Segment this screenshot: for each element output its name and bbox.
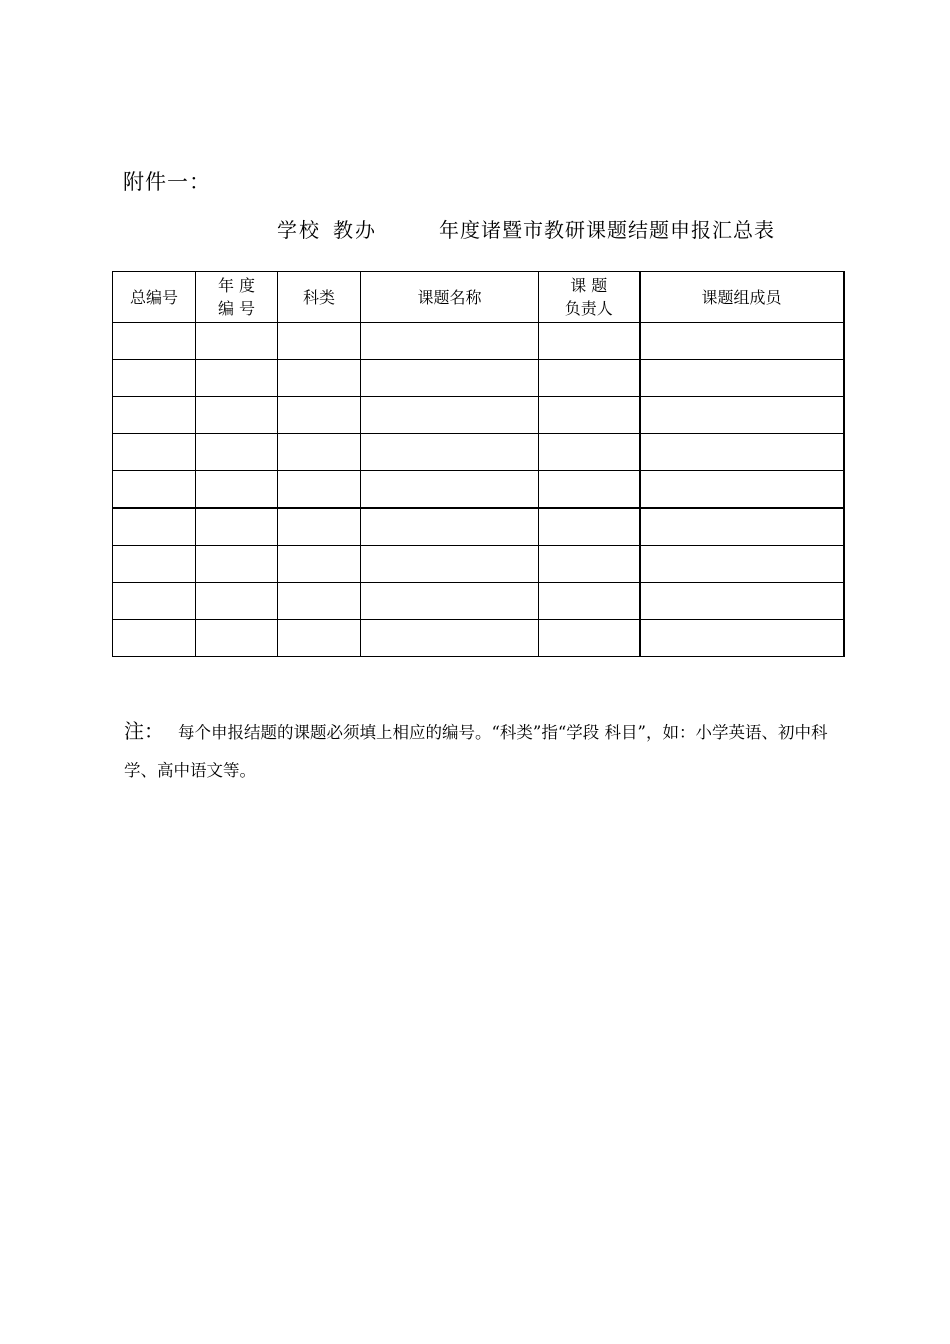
- title-office: 教办: [333, 218, 377, 242]
- cell-project-name[interactable]: [361, 583, 539, 620]
- cell-total-number[interactable]: [113, 583, 196, 620]
- cell-project-leader[interactable]: [539, 583, 640, 620]
- cell-year-number[interactable]: [196, 471, 278, 509]
- header-line: 课题组成员: [701, 287, 782, 307]
- cell-total-number[interactable]: [113, 546, 196, 583]
- cell-total-number[interactable]: [113, 471, 196, 509]
- cell-project-name[interactable]: [361, 434, 539, 471]
- cell-category[interactable]: [278, 583, 361, 620]
- cell-project-name[interactable]: [361, 508, 539, 546]
- header-line: 课题名称: [417, 287, 482, 307]
- cell-year-number[interactable]: [196, 508, 278, 546]
- table-row: [113, 360, 844, 397]
- header-line: 总编号: [129, 287, 178, 307]
- cell-project-leader[interactable]: [539, 620, 640, 657]
- cell-team-members[interactable]: [640, 360, 844, 397]
- cell-team-members[interactable]: [640, 434, 844, 471]
- cell-total-number[interactable]: [113, 397, 196, 434]
- table-row: [113, 583, 844, 620]
- cell-category[interactable]: [278, 620, 361, 657]
- header-team-members: [640, 272, 844, 323]
- header-line: 课 题: [570, 276, 608, 295]
- cell-project-leader[interactable]: [539, 397, 640, 434]
- header-project-leader: [539, 272, 640, 323]
- attachment-label: 附件一：: [123, 170, 211, 194]
- cell-category[interactable]: [278, 471, 361, 509]
- table-header-row: [113, 272, 844, 323]
- cell-project-leader[interactable]: [539, 360, 640, 397]
- cell-category[interactable]: [278, 397, 361, 434]
- table-row: [113, 323, 844, 360]
- table-row: [113, 508, 844, 546]
- cell-total-number[interactable]: [113, 508, 196, 546]
- header-line: 编 号: [217, 299, 256, 318]
- cell-project-name[interactable]: [361, 360, 539, 397]
- cell-team-members[interactable]: [640, 508, 844, 546]
- note-text: 每个申报结题的课题必须填上相应的编号。“科类”指“学段 科目”，如：小学英语、初中科学、高中语文等。: [124, 723, 828, 780]
- cell-project-leader[interactable]: [539, 471, 640, 509]
- cell-total-number[interactable]: [113, 620, 196, 657]
- cell-team-members[interactable]: [640, 471, 844, 509]
- cell-project-name[interactable]: [361, 397, 539, 434]
- cell-team-members[interactable]: [640, 546, 844, 583]
- cell-category[interactable]: [278, 323, 361, 360]
- table-row: [113, 546, 844, 583]
- cell-project-name[interactable]: [361, 546, 539, 583]
- cell-team-members[interactable]: [640, 583, 844, 620]
- cell-team-members[interactable]: [640, 620, 844, 657]
- cell-project-name[interactable]: [361, 471, 539, 509]
- cell-category[interactable]: [278, 508, 361, 546]
- cell-team-members[interactable]: [640, 397, 844, 434]
- summary-table: [112, 271, 845, 657]
- cell-category[interactable]: [278, 434, 361, 471]
- header-line: 年 度: [217, 276, 256, 295]
- title-school: 学校: [277, 218, 321, 242]
- cell-team-members[interactable]: [640, 323, 844, 360]
- header-line: 负责人: [564, 299, 613, 318]
- header-project-name: [361, 272, 539, 323]
- title-main: 年度诸暨市教研课题结题申报汇总表: [439, 218, 775, 242]
- header-line: 科类: [302, 287, 335, 307]
- cell-total-number[interactable]: [113, 434, 196, 471]
- cell-project-leader[interactable]: [539, 508, 640, 546]
- cell-year-number[interactable]: [196, 434, 278, 471]
- cell-project-name[interactable]: [361, 620, 539, 657]
- header-year-number: [196, 272, 278, 323]
- cell-year-number[interactable]: [196, 323, 278, 360]
- cell-project-name[interactable]: [361, 323, 539, 360]
- header-total-number: [113, 272, 196, 323]
- cell-category[interactable]: [278, 360, 361, 397]
- table-row: [113, 471, 844, 509]
- table-row: [113, 397, 844, 434]
- cell-year-number[interactable]: [196, 397, 278, 434]
- table-row: [113, 434, 844, 471]
- table-row: [113, 620, 844, 657]
- cell-year-number[interactable]: [196, 583, 278, 620]
- cell-year-number[interactable]: [196, 546, 278, 583]
- cell-year-number[interactable]: [196, 620, 278, 657]
- cell-total-number[interactable]: [113, 360, 196, 397]
- cell-project-leader[interactable]: [539, 434, 640, 471]
- note-paragraph: [124, 712, 854, 790]
- document-title: [277, 214, 775, 243]
- cell-year-number[interactable]: [196, 360, 278, 397]
- note-label: 注：: [124, 719, 164, 743]
- header-category: [278, 272, 361, 323]
- cell-project-leader[interactable]: [539, 546, 640, 583]
- cell-project-leader[interactable]: [539, 323, 640, 360]
- cell-total-number[interactable]: [113, 323, 196, 360]
- cell-category[interactable]: [278, 546, 361, 583]
